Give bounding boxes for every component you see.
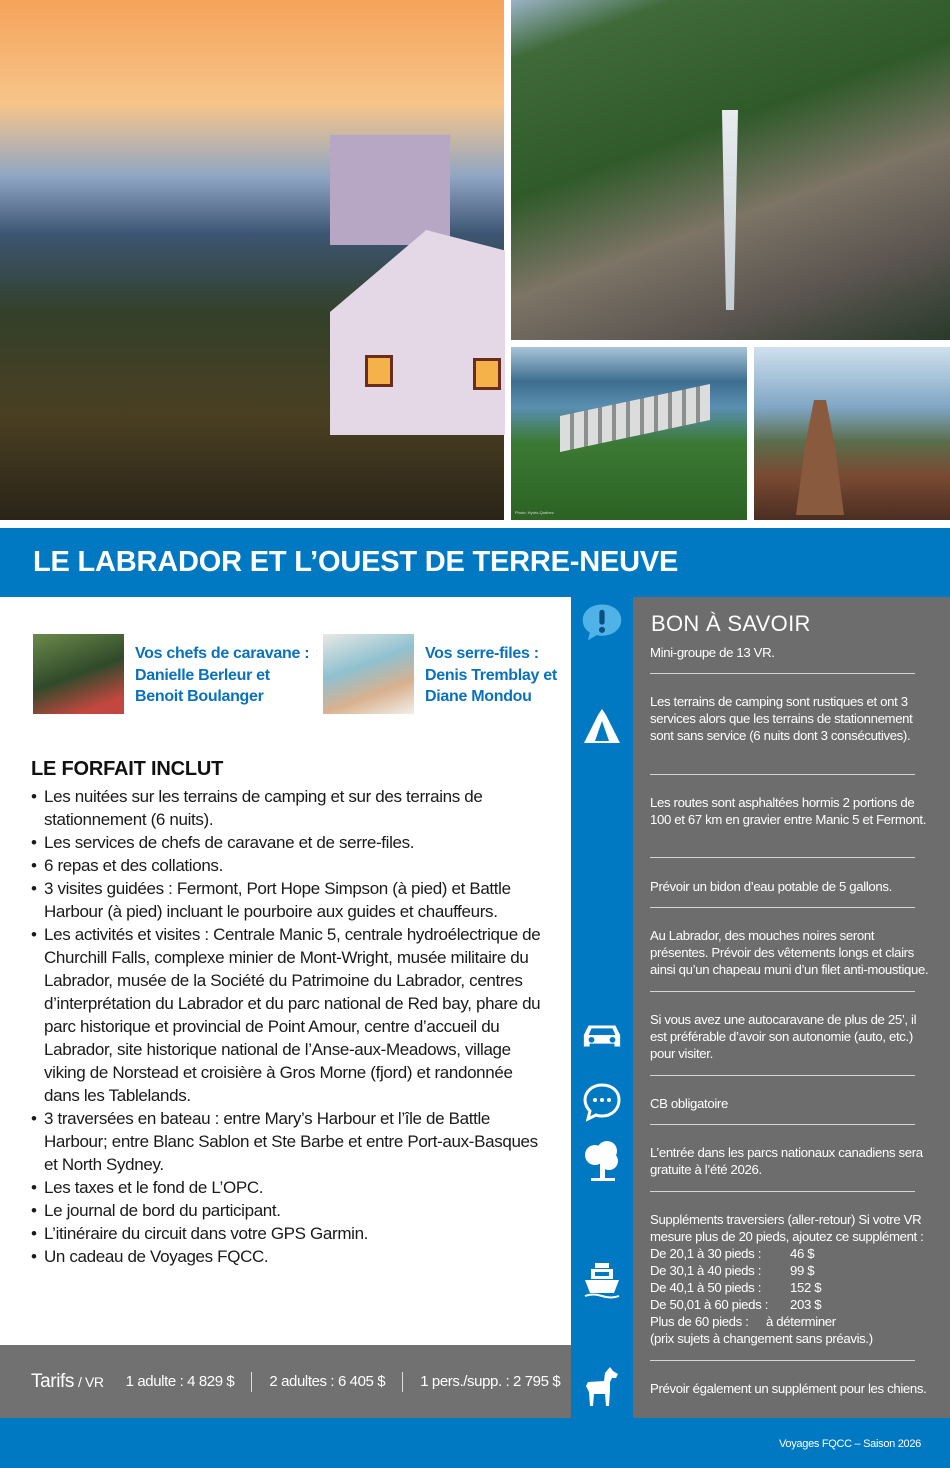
guide-names: Benoit Boulanger — [135, 688, 264, 705]
ship-icon — [581, 1259, 623, 1301]
guide-serre-files — [323, 634, 557, 714]
divider — [402, 1372, 403, 1392]
info-item: Mini-groupe de 13 VR. — [650, 645, 775, 660]
guide-names: Denis Tremblay et — [425, 666, 557, 684]
divider — [251, 1372, 252, 1392]
forfait-heading: LE FORFAIT INCLUT — [31, 758, 224, 780]
forfait-list — [31, 785, 551, 1268]
ferry-supplements — [650, 1211, 935, 1347]
chat-bubble-icon — [581, 1081, 623, 1123]
ferry-row — [650, 1245, 935, 1262]
photo-detail — [473, 358, 501, 390]
ferry-length: De 20,1 à 30 pieds : — [650, 1246, 762, 1261]
list-item: • L’itinéraire du circuit dans votre GPS Garmin. — [31, 1222, 551, 1245]
icon-column — [571, 597, 633, 1418]
divider — [650, 907, 915, 908]
footer — [0, 1418, 950, 1468]
forfait-section — [31, 758, 551, 1268]
dog-icon — [581, 1365, 623, 1407]
info-item: Les terrains de camping sont rustiques et ont 3 services alors que les terrains de stationnement sont sans service (6 nuits dont 3 consécutives). — [650, 694, 913, 743]
ferry-row — [650, 1262, 935, 1279]
photo-cairn — [754, 347, 950, 520]
photo-detail — [365, 355, 393, 387]
photo-credit: Photo: Hydro-Québec — [515, 510, 554, 515]
list-item: • Les taxes et le fond de L’OPC. — [31, 1176, 551, 1199]
info-item: Prévoir également un supplément pour les chiens. — [650, 1381, 927, 1396]
guide-role: Vos chefs de caravane : — [135, 645, 310, 662]
info-item: Au Labrador, des mouches noires seront présentes. Prévoir des vêtements longs et clairs ainsi qu’un chapeau muni d’un filet anti-moustique. — [650, 928, 929, 977]
info-item: Les routes sont asphaltées hormis 2 portions de 100 et 67 km en gravier entre Manic 5 et Fermont. — [650, 795, 927, 827]
tarifs-bar — [0, 1345, 571, 1418]
divider — [650, 991, 915, 992]
ferry-price: 99 $ — [790, 1263, 815, 1278]
ferry-price: à déterminer — [766, 1314, 836, 1329]
ferry-length: De 50,01 à 60 pieds : — [650, 1297, 769, 1312]
list-item: • Les services de chefs de caravane et de serre-files. — [31, 831, 551, 854]
exclamation-bubble-icon — [581, 601, 623, 643]
divider — [650, 1075, 915, 1076]
ferry-length: De 40,1 à 50 pieds : — [650, 1280, 762, 1295]
price-extra-person: 1 pers./supp. : 2 795 $ — [420, 1373, 561, 1390]
list-item: • Un cadeau de Voyages FQCC. — [31, 1245, 551, 1268]
guide-names: Danielle Berleur et — [135, 666, 270, 684]
list-item: • Les nuitées sur les terrains de camping et sur des terrains de stationnement (6 nuits). — [31, 785, 551, 831]
tarifs-label: Tarifs — [31, 1370, 74, 1392]
tree-icon — [581, 1140, 623, 1182]
info-item: Si vous avez une autocaravane de plus de 25’, il est préférable d’avoir son autonomie (auto, etc.) pour visiter. — [650, 1012, 917, 1061]
guide-role: Vos serre-files : — [425, 645, 539, 662]
info-item: CB obligatoire — [650, 1096, 728, 1111]
guide-chefs — [33, 634, 309, 714]
tarifs-unit: / VR — [78, 1373, 104, 1390]
page-title: LE LABRADOR ET L’OUEST DE TERRE-NEUVE — [33, 546, 679, 578]
divider — [650, 673, 915, 674]
list-item: • 3 traversées en bateau : entre Mary’s Harbour et l’île de Battle Harbour; entre Blanc Sablon et Ste Barbe et entre Port-aux-Basques et North Sydney. — [31, 1107, 551, 1176]
ferry-price: 203 $ — [790, 1297, 822, 1312]
divider — [650, 1124, 915, 1125]
bon-a-savoir-panel — [633, 597, 950, 1418]
ferry-price: 152 $ — [790, 1280, 822, 1295]
guide-photo — [323, 634, 414, 714]
tent-icon — [581, 705, 623, 747]
ferry-row — [650, 1279, 935, 1296]
photo-detail — [330, 135, 450, 245]
divider — [650, 1360, 915, 1361]
divider — [650, 774, 915, 775]
title-band — [0, 528, 950, 597]
guide-photo — [33, 634, 124, 714]
car-icon — [581, 1015, 623, 1057]
ferry-row — [650, 1313, 935, 1330]
info-item: L’entrée dans les parcs nationaux canadiens sera gratuite à l’été 2026. — [650, 1145, 923, 1177]
info-item: Prévoir un bidon d’eau potable de 5 gallons. — [650, 879, 892, 894]
divider — [650, 1191, 915, 1192]
list-item: • Le journal de bord du participant. — [31, 1199, 551, 1222]
price-one-adult: 1 adulte : 4 829 $ — [125, 1373, 235, 1390]
ferry-length: Plus de 60 pieds : — [650, 1314, 749, 1329]
divider — [650, 857, 915, 858]
bon-a-savoir-heading: BON À SAVOIR — [651, 611, 811, 636]
list-item: • 6 repas et des collations. — [31, 854, 551, 877]
ferry-note: (prix sujets à changement sans préavis.) — [650, 1331, 873, 1346]
price-two-adults: 2 adultes : 6 405 $ — [269, 1373, 386, 1390]
list-item: • 3 visites guidées : Fermont, Port Hope Simpson (à pied) et Battle Harbour (à pied) incluant le pourboire aux guides et chauffeurs. — [31, 877, 551, 923]
ferry-intro: Suppléments traversiers (aller-retour) Si votre VR mesure plus de 20 pieds, ajoutez ce supplément : — [650, 1212, 924, 1244]
footer-text: Voyages FQCC – Saison 2026 — [778, 1438, 921, 1450]
guide-names: Diane Mondou — [425, 688, 532, 705]
list-item: • Les activités et visites : Centrale Manic 5, centrale hydroélectrique de Churchill Falls, complexe minier de Mont-Wright, musée militaire du Labrador, musée de la Société du Patrimoine du Labrador, centres d’interprétation du Labrador et du parc national de Red bay, phare du parc historique et provincial de Point Amour, centre d’accueil du Labrador, site historique national de l’Anse-aux-Meadows, village viking de Norstead et croisière à Gros Morne (fjord) et randonnée dans les Tablelands. — [31, 923, 551, 1107]
ferry-length: De 30,1 à 40 pieds : — [650, 1263, 762, 1278]
ferry-price: 46 $ — [790, 1246, 815, 1261]
ferry-row — [650, 1296, 935, 1313]
